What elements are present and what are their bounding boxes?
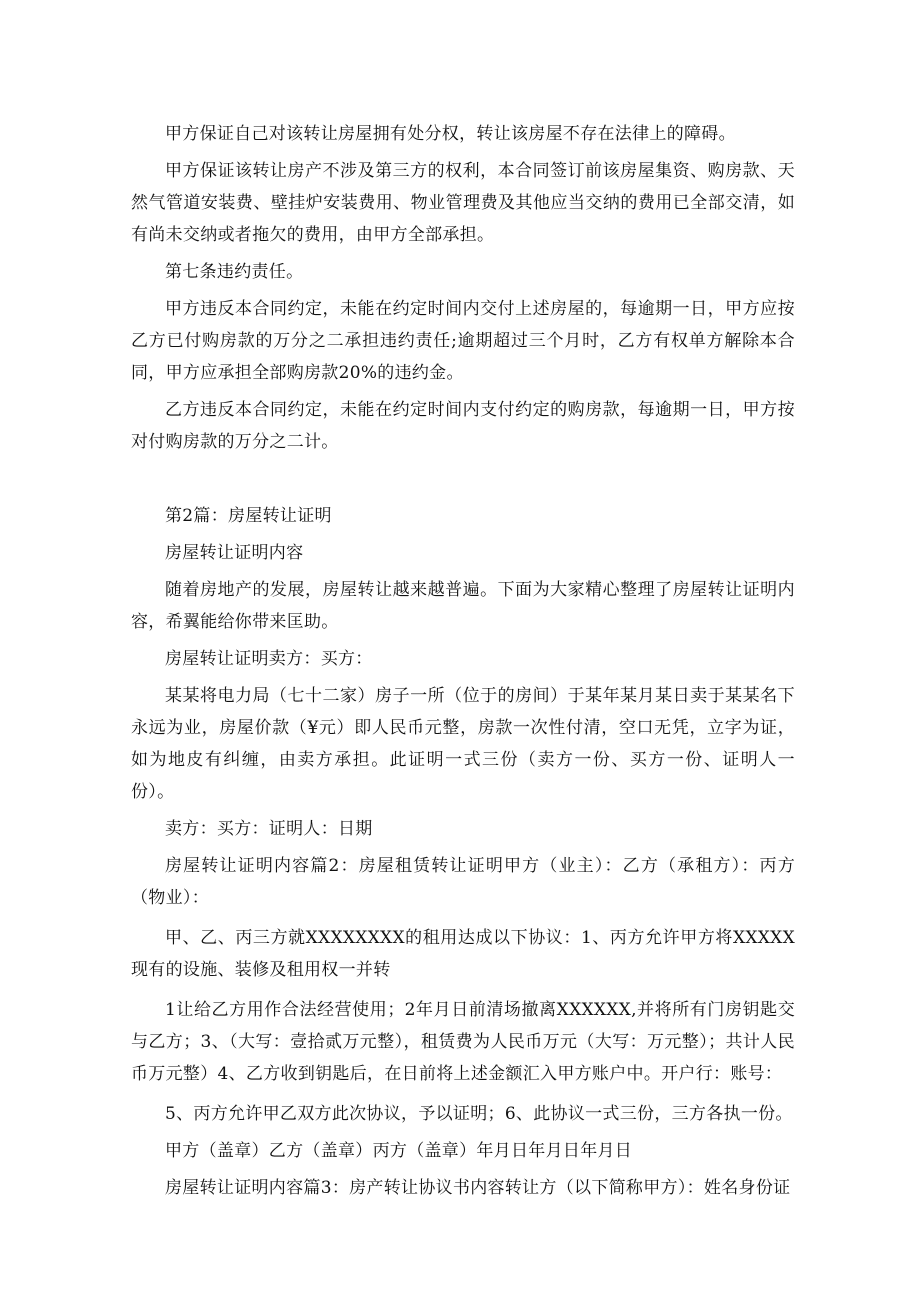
paragraph-seller-disposal-right: 甲方保证自己对该转让房屋拥有处分权，转让该房屋不存在法律上的障碍。	[165, 124, 736, 144]
section-title-part-2: 第2篇：房屋转让证明	[165, 506, 332, 526]
paragraph-witness-clause: 5、丙方允许甲乙双方此次协议，予以证明；6、此协议一式三份，三方各执一份。	[165, 1104, 793, 1124]
paragraph-agreement-terms: 甲、乙、丙三方就XXXXXXXX的租用达成以下协议：1、丙方允许甲方将XXXXX现有的设施、装修及租用权一并转	[131, 928, 795, 980]
paragraph-sale-statement: 某某将电力局（七十二家）房子一所（位于的房间）于某年某月某日卖于某某名下永远为业，房屋价款（¥元）即人民币元整，房款一次性付清，空口无凭，立字为证，如为地皮有纠缠，由卖方承担。此证明一式三份（卖方一份、买方一份、证明人一份）。	[131, 686, 795, 802]
paragraph-part-3-start: 房屋转让证明内容篇3：房产转让协议书内容转让方（以下简称甲方）：姓名身份证	[165, 1178, 791, 1198]
paragraph-seller-third-party-guarantee: 甲方保证该转让房产不涉及第三方的权利，本合同签订前该房屋集资、购房款、天然气管道安装费、壁挂炉安装费用、物业管理费及其他应当交纳的费用已全部交清，如有尚未交纳或者拖欠的费用，由甲方全部承担。	[131, 161, 795, 245]
paragraph-lease-transfer-parties: 房屋转让证明内容篇2：房屋租赁转让证明甲方（业主）：乙方（承租方）：丙方（物业）：	[131, 856, 795, 908]
document-body	[131, 118, 795, 1204]
paragraph-signature-line: 卖方：买方：证明人：日期	[165, 819, 373, 839]
paragraph-intro: 随着房地产的发展，房屋转让越来越普遍。下面为大家精心整理了房屋转让证明内容，希翼能给你带来匡助。	[131, 580, 795, 632]
paragraph-transfer-details: 1让给乙方用作合法经营使用；2年月日前清场撤离XXXXXX,并将所有门房钥匙交与乙方；3、（大写：壹拾贰万元整），租赁费为人民币万元（大写：万元整）；共计人民币万元整）4、乙方收到钥匙后，在日前将上述金额汇入甲方账户中。开户行：账号：	[131, 1000, 795, 1084]
section-subtitle: 房屋转让证明内容	[165, 543, 304, 563]
paragraph-seller-breach: 甲方违反本合同约定，未能在约定时间内交付上述房屋的，每逾期一日，甲方应按乙方已付购房款的万分之二承担违约责任;逾期超过三个月时，乙方有权单方解除本合同，甲方应承担全部购房款20%的违约金。	[131, 299, 795, 383]
paragraph-article-seven-heading: 第七条违约责任。	[165, 262, 304, 282]
paragraph-seals-line: 甲方（盖章）乙方（盖章）丙方（盖章）年月日年月日年月日	[165, 1141, 633, 1161]
paragraph-buyer-breach: 乙方违反本合同约定，未能在约定时间内支付约定的购房款，每逾期一日，甲方按对付购房款的万分之二计。	[131, 400, 795, 452]
paragraph-seller-buyer-line: 房屋转让证明卖方：买方：	[165, 649, 373, 669]
